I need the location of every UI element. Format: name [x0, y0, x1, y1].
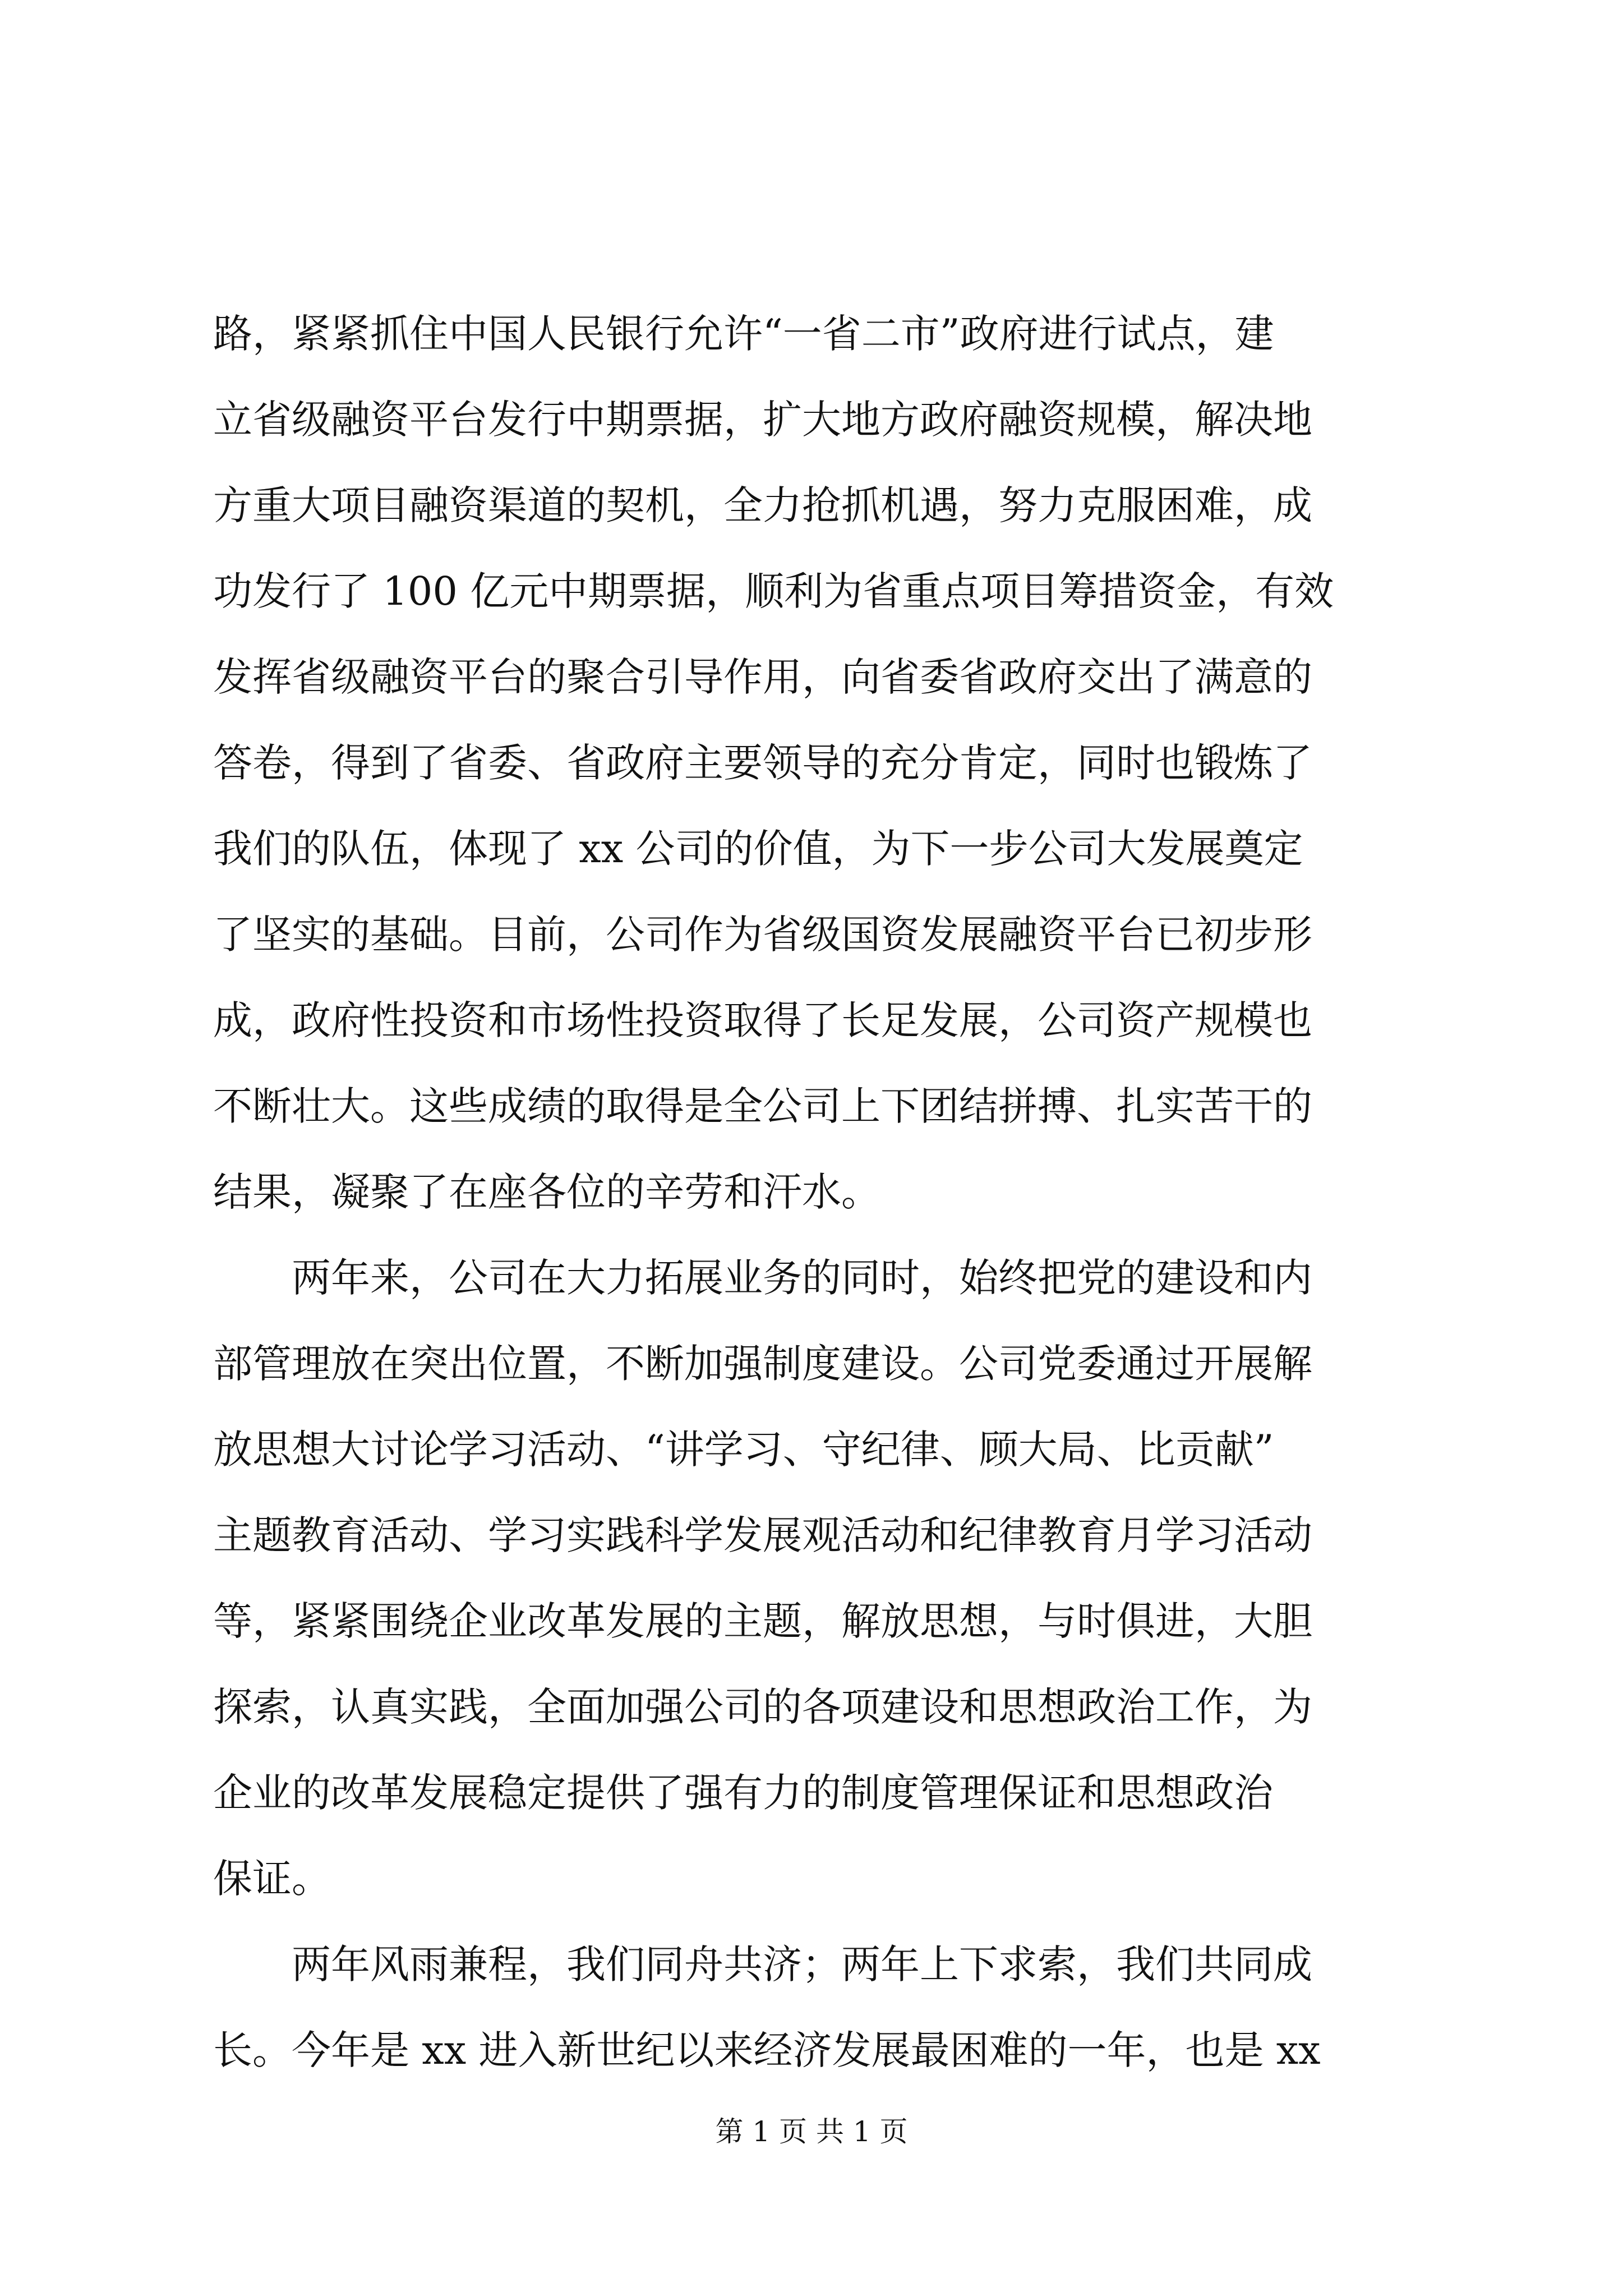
text-line: 保证。	[213, 1856, 331, 1902]
paragraph-first-line: 两年风雨兼程，我们同舟共济；两年上下求索，我们共同成	[292, 1941, 1312, 1987]
text-line: 长。今年是 xx 进入新世纪以来经济发展最困难的一年，也是 xx	[213, 2027, 1321, 2073]
text-line: 主题教育活动、学习实践科学发展观活动和纪律教育月学习活动	[213, 1512, 1312, 1558]
text-line: 放思想大讨论学习活动、“讲学习、守纪律、顾大局、比贡献”	[213, 1427, 1274, 1473]
text-line: 立省级融资平台发行中期票据，扩大地方政府融资规模，解决地	[213, 397, 1312, 443]
text-line: 路，紧紧抓住中国人民银行允许“一省二市”政府进行试点，建	[213, 311, 1274, 357]
text-line: 不断壮大。这些成绩的取得是全公司上下团结拼搏、扎实苦干的	[213, 1083, 1312, 1129]
page-number-footer: 第 1 页 共 1 页	[715, 2115, 908, 2148]
paragraph-first-line: 两年来，公司在大力拓展业务的同时，始终把党的建设和内	[292, 1255, 1312, 1301]
text-line: 我们的队伍，体现了 xx 公司的价值，为下一步公司大发展奠定	[213, 826, 1303, 872]
text-line: 成，政府性投资和市场性投资取得了长足发展，公司资产规模也	[213, 997, 1312, 1043]
text-line: 方重大项目融资渠道的契机，全力抢抓机遇，努力克服困难，成	[213, 482, 1312, 528]
text-line: 探索，认真实践，全面加强公司的各项建设和思想政治工作，为	[213, 1684, 1312, 1730]
text-line: 了坚实的基础。目前，公司作为省级国资发展融资平台已初步形	[213, 912, 1312, 958]
text-line: 结果，凝聚了在座各位的辛劳和汗水。	[213, 1169, 880, 1215]
text-line: 功发行了 100 亿元中期票据，顺利为省重点项目筹措资金，有效	[213, 568, 1334, 614]
text-line: 答卷，得到了省委、省政府主要领导的充分肯定，同时也锻炼了	[213, 740, 1312, 786]
text-line: 发挥省级融资平台的聚合引导作用，向省委省政府交出了满意的	[213, 654, 1312, 700]
text-line: 部管理放在突出位置，不断加强制度建设。公司党委通过开展解	[213, 1341, 1312, 1387]
text-line: 企业的改革发展稳定提供了强有力的制度管理保证和思想政治	[213, 1770, 1273, 1816]
text-line: 等，紧紧围绕企业改革发展的主题，解放思想，与时俱进，大胆	[213, 1598, 1312, 1644]
